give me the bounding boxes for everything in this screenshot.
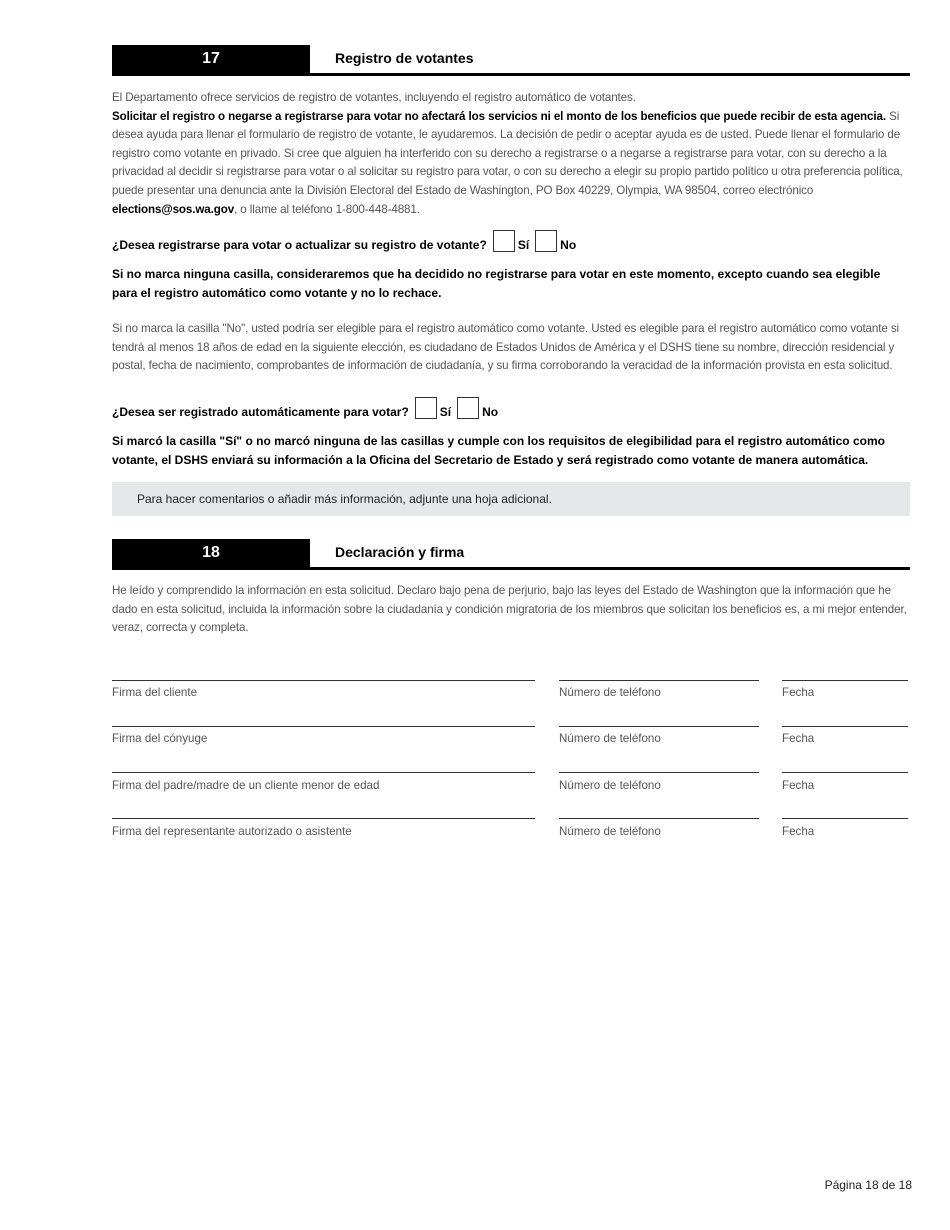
representative-phone-label: Número de teléfono <box>559 825 661 838</box>
section-17-header <box>112 45 910 76</box>
representative-date-line[interactable] <box>782 818 908 819</box>
section-18-title: Declaración y firma <box>335 544 465 560</box>
client-signature-line[interactable] <box>112 680 535 681</box>
parent-signature-label: Firma del padre/madre de un cliente menor de edad <box>112 779 380 792</box>
spouse-phone-label: Número de teléfono <box>559 732 661 745</box>
page-number: Página 18 de 18 <box>824 1178 912 1192</box>
auto-register-yes-checkbox[interactable] <box>415 397 437 419</box>
comments-note <box>112 482 910 516</box>
auto-register-question-text: ¿Desea ser registrado automáticamente para votar? <box>112 405 409 419</box>
parent-signature-line[interactable] <box>112 772 535 773</box>
section-18-number: 18 <box>112 539 310 567</box>
spouse-signature-label: Firma del cónyuge <box>112 732 208 745</box>
client-date-label: Fecha <box>782 686 815 699</box>
register-question-text: ¿Desea registrarse para votar o actualizar su registro de votante? <box>112 238 487 252</box>
intro-line-1: El Departamento ofrece servicios de registro de votantes, incluyendo el registro automático de votantes. <box>112 91 636 104</box>
register-no-label: No <box>560 238 577 252</box>
auto-registration-info: Si no marca la casilla "No", usted podría ser elegible para el registro automático como votante. Usted es elegible para el registro automático como votante si tendrá al menos 18 años de edad en la siguiente elección, es ciudadano de Estados Unidos de América y el DSHS tiene su nombre, dirección residencial y postal, fecha de nacimiento, comprobantes de información de ciudadanía, y su firma corroborando la veracidad de la información provista en esta solicitud. <box>112 322 900 373</box>
parent-date-label: Fecha <box>782 779 815 792</box>
client-phone-label: Número de teléfono <box>559 686 661 699</box>
register-no-checkbox[interactable] <box>535 230 557 252</box>
auto-register-question <box>112 397 504 419</box>
intro-end: , o llame al teléfono 1-800-448-4881. <box>234 202 420 216</box>
auto-register-no-label: No <box>482 405 499 419</box>
representative-signature-line[interactable] <box>112 818 535 819</box>
spouse-signature-line[interactable] <box>112 726 535 727</box>
elections-email: elections@sos.wa.gov <box>112 202 235 216</box>
register-yes-checkbox[interactable] <box>493 230 515 252</box>
no-mark-notice: Si no marca ninguna casilla, consideraremos que ha decidido no registrarse para votar en este momento, excepto cuando sea elegible para el registro automático como votante y no lo rechace. <box>112 267 881 300</box>
section-17-title: Registro de votantes <box>335 50 474 66</box>
comments-note-text: Para hacer comentarios o añadir más información, adjunte una hoja adicional. <box>137 492 552 506</box>
register-question <box>112 230 582 252</box>
auto-registration-notice: Si marcó la casilla "Sí" o no marcó ninguna de las casillas y cumple con los requisitos de elegibilidad para el registro automático como votante, el DSHS enviará su información a la Oficina del Secretario de Estado y será registrado como votante de manera automática. <box>112 434 885 467</box>
parent-phone-line[interactable] <box>559 772 759 773</box>
register-yes-label: Sí <box>517 238 530 252</box>
representative-date-label: Fecha <box>782 825 815 838</box>
client-date-line[interactable] <box>782 680 908 681</box>
spouse-date-line[interactable] <box>782 726 908 727</box>
representative-signature-label: Firma del representante autorizado o asistente <box>112 825 352 838</box>
intro-bold-statement: Solicitar el registro o negarse a registrarse para votar no afectará los servicios ni el monto de los beneficios que puede recibir de esta agencia. <box>112 109 886 123</box>
spouse-phone-line[interactable] <box>559 726 759 727</box>
section-18-header <box>112 539 910 570</box>
parent-date-line[interactable] <box>782 772 908 773</box>
auto-register-yes-label: Sí <box>439 405 452 419</box>
client-phone-line[interactable] <box>559 680 759 681</box>
client-signature-label: Firma del cliente <box>112 686 198 699</box>
parent-phone-label: Número de teléfono <box>559 779 661 792</box>
auto-register-no-checkbox[interactable] <box>457 397 479 419</box>
spouse-date-label: Fecha <box>782 732 815 745</box>
intro-rest: Si desea ayuda para llenar el formulario de registro de votante, le ayudaremos. La decisión de pedir o aceptar ayuda es de usted. Puede llenar el formulario de registro como votante en privado. Si cree que alguien ha interferido con su derecho a registrarse o a negarse a registrarse para votar, con su derecho a la privacidad al decidir si registrarse para votar o al solicitar su registro para votar, o con su derecho a elegir su propio partido político u otra preferencia política, puede presentar una denuncia ante la División Electoral del Estado de Washington, PO Box 40229, Olympia, WA 98504, correo electrónico <box>112 109 903 197</box>
voter-registration-intro <box>112 89 907 219</box>
section-17-number: 17 <box>112 45 310 73</box>
representative-phone-line[interactable] <box>559 818 759 819</box>
declaration-text: He leído y comprendido la información en esta solicitud. Declaro bajo pena de perjurio, bajo las leyes del Estado de Washington que la información que he dado en esta solicitud, incluida la información sobre la ciudadanía y condición migratoria de los miembros que solicitan los beneficios es, a mi mejor entender, veraz, correcta y completa. <box>112 584 907 635</box>
